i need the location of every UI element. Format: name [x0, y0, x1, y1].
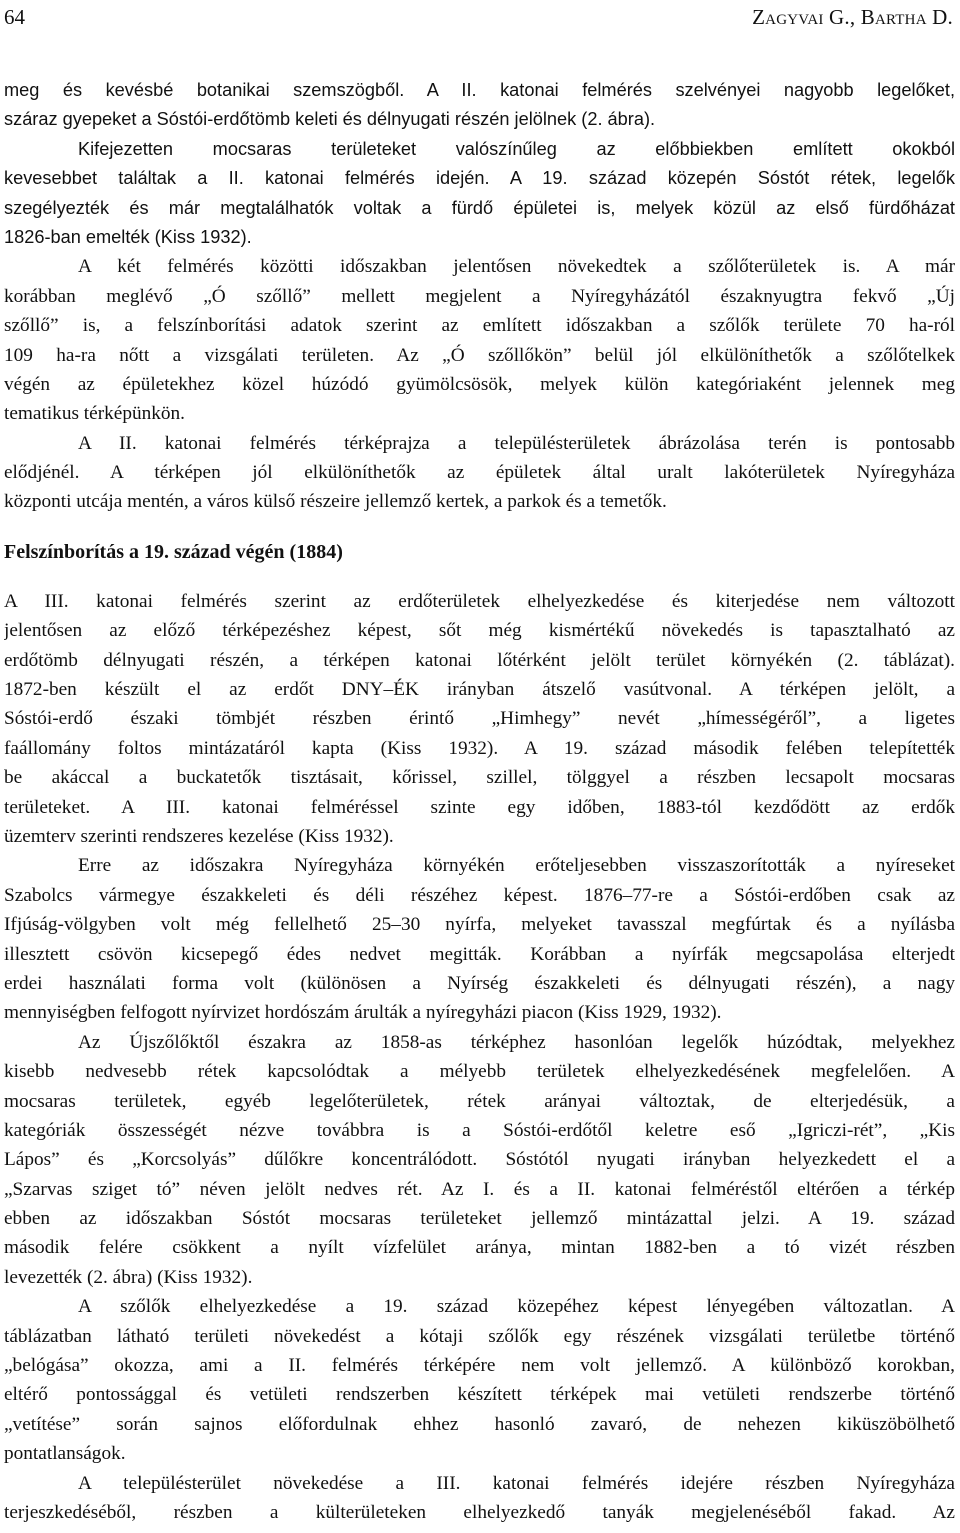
- running-head: Zagyvai G., Bartha D.: [752, 5, 953, 29]
- text-line: üzemterv szerinti rendszeres kezelése (Kiss 1932).: [4, 825, 394, 847]
- text-line: illesztett csövön kicsepegő édes nedvet megitták. Korábban a nyírfák megcsapolása elterjedt: [4, 943, 955, 965]
- text-line: terjeszkedéséből, részben a külterületeken elhelyezkedő tanyák megjelenéséből fakad. Az: [4, 1501, 955, 1523]
- text-line: levezették (2. ábra) (Kiss 1932).: [4, 1266, 253, 1288]
- text-line: 109 ha-ra nőtt a vizsgálati területen. Az „Ó szőllőkön” belül jól elkülöníthetők a szőlőtelkek: [4, 344, 955, 366]
- text-line: táblázatban látható területi növekedést a kótaji szőlők egy részének vizsgálati területbe történő: [4, 1325, 955, 1347]
- section-2-paragraphs: [4, 587, 955, 1528]
- text-line: Sóstói-erdő északi tömbjét részben érintő „Himhegy” nevét „hímességéről”, a ligetes: [4, 708, 955, 730]
- text-line: A településterület növekedése a III. katonai felmérés idejére részben Nyíregyháza: [78, 1472, 955, 1494]
- text-line: Erre az időszakra Nyíregyháza környékén erőteljesebben visszaszorították a nyíreseket: [78, 855, 955, 877]
- text-line: kategóriák összességét nézve továbbra is a Sóstói-erdőtől keletre eső „Igriczi-rét”, „Kis: [4, 1119, 955, 1141]
- text-line: kevesebbet találtak a II. katonai felmérés idején. A 19. század közepén Sóstót rétek, legelők: [4, 168, 955, 189]
- text-line: Kifejezetten mocsaras területeket valószínűleg az előbbiekben említett okokból: [78, 138, 955, 159]
- text-line: 1826-ban emelték (Kiss 1932).: [4, 226, 252, 247]
- text-line: 1872-ben készült el az erdőt DNY–ÉK irányban átszelő vasútvonal. A térképen jelölt, a: [4, 679, 955, 701]
- text-line: pontatlanságok.: [4, 1443, 126, 1465]
- text-line: erdei használati forma volt (különösen a Nyírség északkeleti és délnyugati részén), a nagy: [4, 972, 955, 994]
- text-line: „Szarvas sziget tó” néven jelölt nedves rét. Az I. és a II. katonai felméréstől eltérően a térkép: [4, 1178, 955, 1200]
- text-line: eltérő pontossággal és vetületi rendszerben készített térképek mai vetületi rendszerbe történő: [4, 1384, 955, 1406]
- text-line: ebben az időszakban Sóstót mocsaras területeket jellemző mintázattal jelzi. A 19. század: [4, 1208, 955, 1230]
- text-line: meg és kevésbé botanikai szemszögből. A II. katonai felmérés szelvényei nagyobb legelőket,: [4, 80, 955, 100]
- text-line: mennyiségben felfogott nyírvizet hordószám árulták a nyíregyházi piacon (Kiss 1929, 1932).: [4, 1002, 722, 1024]
- body-text: [4, 76, 955, 1527]
- section-heading: Felszínborítás a 19. század végén (1884): [4, 540, 343, 563]
- text-line: központi utcája mentén, a város külső részeire jellemző kertek, a parkok és a temetők.: [4, 491, 667, 513]
- text-line: „vetítése” során sajnos előfordulnak ehhez hasonló zavaró, de nehezen kiküszöbölhető: [4, 1413, 955, 1435]
- text-line: száraz gyepeket a Sóstói-erdőtömb keleti és délnyugati részén jelölnek (2. ábra).: [4, 109, 656, 130]
- text-line: második felére csökkent a nyílt vízfelület aránya, mintan 1882-ben a tó vizét részben: [4, 1237, 955, 1259]
- page-number: 64: [4, 5, 25, 29]
- section-1-paragraphs: [4, 76, 955, 517]
- text-line: tematikus térképünkön.: [4, 403, 185, 425]
- text-line: elődjénél. A térképen jól elkülöníthetők az épületek által uralt lakóterületek Nyíregyháza: [4, 462, 955, 484]
- text-line: szegélyezték és már megtalálhatók voltak a fürdő épületei is, melyek közül az első fürdőházat: [4, 197, 955, 218]
- text-line: Lápos” és „Korcsolyás” dűlőkre koncentrálódott. Sóstótól nyugati irányban helyezkedett el a: [4, 1149, 955, 1171]
- page-header: [0, 2, 953, 32]
- text-line: A két felmérés közötti időszakban jelentősen növekedtek a szőlőterületek is. A már: [78, 256, 955, 278]
- text-line: jelentősen az előző térképezéshez képest, sőt még kismértékű növekedés is tapasztalható az: [4, 620, 955, 642]
- text-line: szőllő” is, a felszínborítási adatok szerint az említett időszakban a szőlők területe 70 ha-ról: [4, 315, 955, 337]
- text-line: erdőtömb délnyugati részén, a térképen katonai lőtérként jelölt terület környékén (2. táblázat).: [4, 649, 955, 671]
- text-line: faállomány foltos mintázatáról kapta (Kiss 1932). A 19. század második felében telepítették: [4, 737, 955, 759]
- text-line: Ifjúság-völgyben volt még fellelhető 25–30 nyírfa, melyeket tavasszal megfúrtak és a nyílásba: [4, 914, 955, 936]
- text-line: kisebb nedvesebb rétek kapcsolódtak a mélyebb területek elhelyezkedésének megfelelően. A: [4, 1061, 955, 1083]
- text-line: Szabolcs vármegye északkeleti és déli részéhez képest. 1876–77-re a Sóstói-erdőben csak az: [4, 884, 955, 906]
- text-line: végén az épületekhez közel húzódó gyümölcsösök, melyek külön kategóriaként jelennek meg: [4, 373, 955, 395]
- text-line: területeket. A III. katonai felméréssel szinte egy időben, 1883-tól kezdődött az erdők: [4, 796, 955, 818]
- text-line: A II. katonai felmérés térképrajza a településterületek ábrázolása terén is pontosabb: [78, 432, 955, 454]
- text-line: korábban meglévő „Ó szőllő” mellett megjelent a Nyíregyházától északnyugtra fekvő „Új: [4, 285, 955, 307]
- text-line: A III. katonai felmérés szerint az erdőterületek elhelyezkedése és kiterjedése nem változott: [4, 590, 955, 612]
- text-line: Az Újszőlőktől északra az 1858-as térképhez hasonlóan legelők húzódtak, melyekhez: [78, 1031, 955, 1053]
- text-line: „belógása” okozza, ami a II. felmérés térképére nem volt jellemző. A különböző korokban,: [4, 1355, 955, 1377]
- text-line: be akáccal a buckatetők tisztásait, kőrissel, szillel, tölggyel a részben lecsapolt mocsaras: [4, 767, 955, 789]
- text-line: mocsaras területek, egyéb legelőterületek, rétek arányai változtak, de elterjedésük, a: [4, 1090, 955, 1112]
- text-line: A szőlők elhelyezkedése a 19. század közepéhez képest lényegében változatlan. A: [78, 1296, 955, 1318]
